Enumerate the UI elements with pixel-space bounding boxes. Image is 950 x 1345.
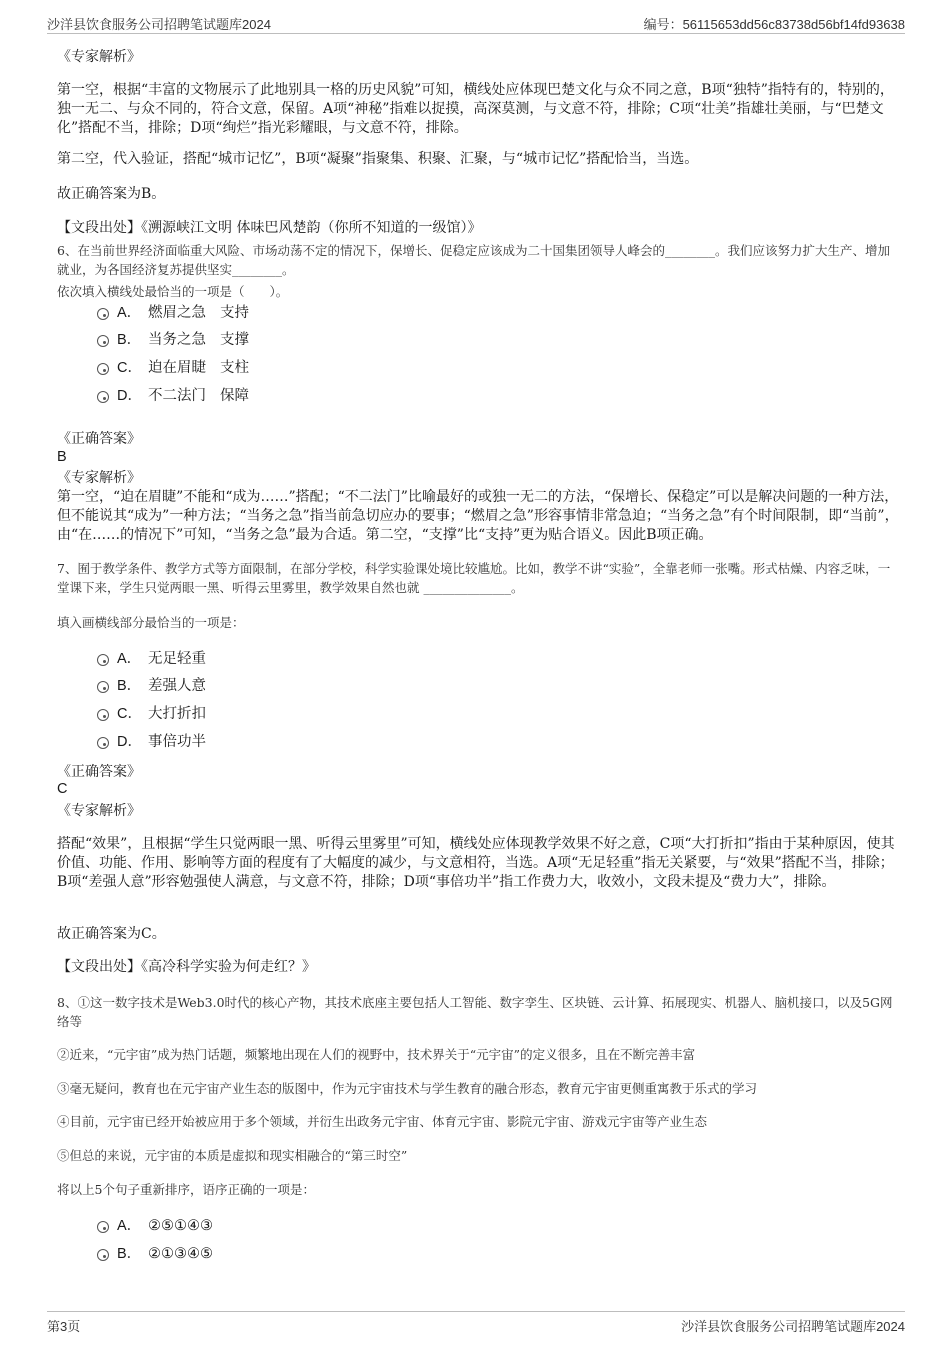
page-number: 第3页 <box>47 1319 81 1334</box>
header-doc-id: 编号：56115653dd56c83738d56bf14fd93638 <box>643 17 905 32</box>
q7-option-a[interactable]: A． 无足轻重 <box>97 648 206 670</box>
question-6-prompt: 依次填入横线处最恰当的一项是（ ）。 <box>57 284 289 299</box>
analysis-conclusion: 故正确答案为C。 <box>57 926 166 942</box>
analysis-paragraph: 第一空，根据“丰富的文物展示了此地别具一格的历史风貌”可知，横线处应体现巴楚文化与众不同之意，B项“独特”指特有的，特别的，独一无二、与众不同的，符合文意，保留。A项“神秘”指难以捉摸，高深莫测，与文意不符，排除；C项“壮美”指雄壮美丽，与“巴楚文化”搭配不当，排除；D项“绚烂”指光彩耀眼，与文意不符，排除。 <box>57 82 894 136</box>
q7-option-b[interactable]: B． 差强人意 <box>97 675 206 697</box>
q6-option-d[interactable]: D． 不二法门 保障 <box>97 385 249 407</box>
correct-answer-title: 《正确答案》 <box>57 431 141 447</box>
radio-icon[interactable] <box>97 1221 109 1233</box>
question-8-sentence-2: ②近来，“元宇宙”成为热门话题，频繁地出现在人们的视野中，技术界关于“元宇宙”的定义很多，且在不断完善丰富 <box>57 1047 696 1062</box>
q8-option-b[interactable]: B． ②①③④⑤ <box>97 1243 213 1265</box>
question-7-stem: 7、囿于教学条件、教学方式等方面限制，在部分学校，科学实验课处境比较尴尬。比如，教学不讲“实验”，全靠老师一张嘴。形式枯燥、内容乏味，一堂课下来，学生只觉两眼一黑、听得云里雾里，教学效果自然也就 ______________。 <box>57 561 891 595</box>
page-header <box>47 11 905 34</box>
analysis-paragraph: 搭配“效果”，且根据“学生只觉两眼一黑、听得云里雾里”可知，横线处应体现教学效果不好之意，C项“大打折扣”指由于某种原因，使其价值、功能、作用、影响等方面的程度有了大幅度的减少，与文意相符，当选。A项“无足轻重”指无关紧要，与“效果”搭配不当，排除；B项“差强人意”形容勉强使人满意，与文意不符，排除；D项“事倍功半”指工作费力大，收效小，文段未提及“费力大”，排除。 <box>57 836 895 890</box>
radio-icon[interactable] <box>97 681 109 693</box>
radio-icon[interactable] <box>97 654 109 666</box>
header-title: 沙洋县饮食服务公司招聘笔试题库2024 <box>47 17 271 32</box>
question-6-stem: 6、在当前世界经济面临重大风险、市场动荡不定的情况下，保增长、促稳定应该成为二十国集团领导人峰会的________。我们应该努力扩大生产、增加就业，为各国经济复苏提供坚实________。 <box>57 243 890 277</box>
question-8-sentence-4: ④目前，元宇宙已经开始被应用于多个领域，并衍生出政务元宇宙、体育元宇宙、影院元宇宙、游戏元宇宙等产业生态 <box>57 1114 708 1129</box>
correct-answer-value: B <box>57 449 67 465</box>
expert-analysis-title: 《专家解析》 <box>57 49 141 65</box>
q8-option-a[interactable]: A． ②⑤①④③ <box>97 1215 213 1237</box>
q7-option-c[interactable]: C． 大打折扣 <box>97 703 206 725</box>
page-footer <box>47 1311 905 1334</box>
question-8-sentence-1: 8、①这一数字技术是Web3.0时代的核心产物，其技术底座主要包括人工智能、数字孪生、区块链、云计算、拓展现实、机器人、脑机接口，以及5G网络等 <box>57 995 893 1029</box>
radio-icon[interactable] <box>97 391 109 403</box>
q6-option-b[interactable]: B． 当务之急 支撑 <box>97 329 249 351</box>
radio-icon[interactable] <box>97 709 109 721</box>
question-8-prompt: 将以上5个句子重新排序，语序正确的一项是： <box>57 1182 315 1197</box>
expert-analysis-title: 《专家解析》 <box>57 803 141 819</box>
radio-icon[interactable] <box>97 737 109 749</box>
radio-icon[interactable] <box>97 363 109 375</box>
question-7-prompt: 填入画横线部分最恰当的一项是： <box>57 615 245 630</box>
q6-option-c[interactable]: C． 迫在眉睫 支柱 <box>97 357 249 379</box>
q6-option-a[interactable]: A． 燃眉之急 支持 <box>97 302 249 324</box>
analysis-paragraph: 第一空，“迫在眉睫”不能和“成为……”搭配；“不二法门”比喻最好的或独一无二的方法，“保增长、保稳定”可以是解决问题的一种方法，但不能说其“成为”一种方法；“当务之急”指当前急切应办的要事；“燃眉之急”形容事情非常急迫；“当务之急”有个时间限制，即“当前”，由“在……的情况下”可知，“当务之急”最为合适。第二空，“支撑”比“支持”更为贴合语义。因此B项正确。 <box>57 489 899 543</box>
radio-icon[interactable] <box>97 335 109 347</box>
footer-title: 沙洋县饮食服务公司招聘笔试题库2024 <box>681 1319 905 1334</box>
question-8-sentence-3: ③毫无疑问，教育也在元宇宙产业生态的版图中，作为元宇宙技术与学生教育的融合形态，教育元宇宙更侧重寓教于乐式的学习 <box>57 1081 758 1096</box>
radio-icon[interactable] <box>97 308 109 320</box>
question-8-sentence-5: ⑤但总的来说，元宇宙的本质是虚拟和现实相融合的“第三时空” <box>57 1148 408 1163</box>
expert-analysis-title: 《专家解析》 <box>57 470 141 486</box>
correct-answer-value: C <box>57 781 68 797</box>
analysis-paragraph: 第二空，代入验证，搭配“城市记忆”，B项“凝聚”指聚集、积聚、汇聚，与“城市记忆”搭配恰当，当选。 <box>57 151 699 167</box>
analysis-conclusion: 故正确答案为B。 <box>57 186 166 202</box>
source-citation: 【文段出处】《溯源峡江文明 体味巴风楚韵（你所不知道的一级馆）》 <box>57 220 482 236</box>
q7-option-d[interactable]: D． 事倍功半 <box>97 731 206 753</box>
radio-icon[interactable] <box>97 1249 109 1261</box>
correct-answer-title: 《正确答案》 <box>57 764 141 780</box>
source-citation: 【文段出处】《高冷科学实验为何走红？》 <box>57 959 316 975</box>
